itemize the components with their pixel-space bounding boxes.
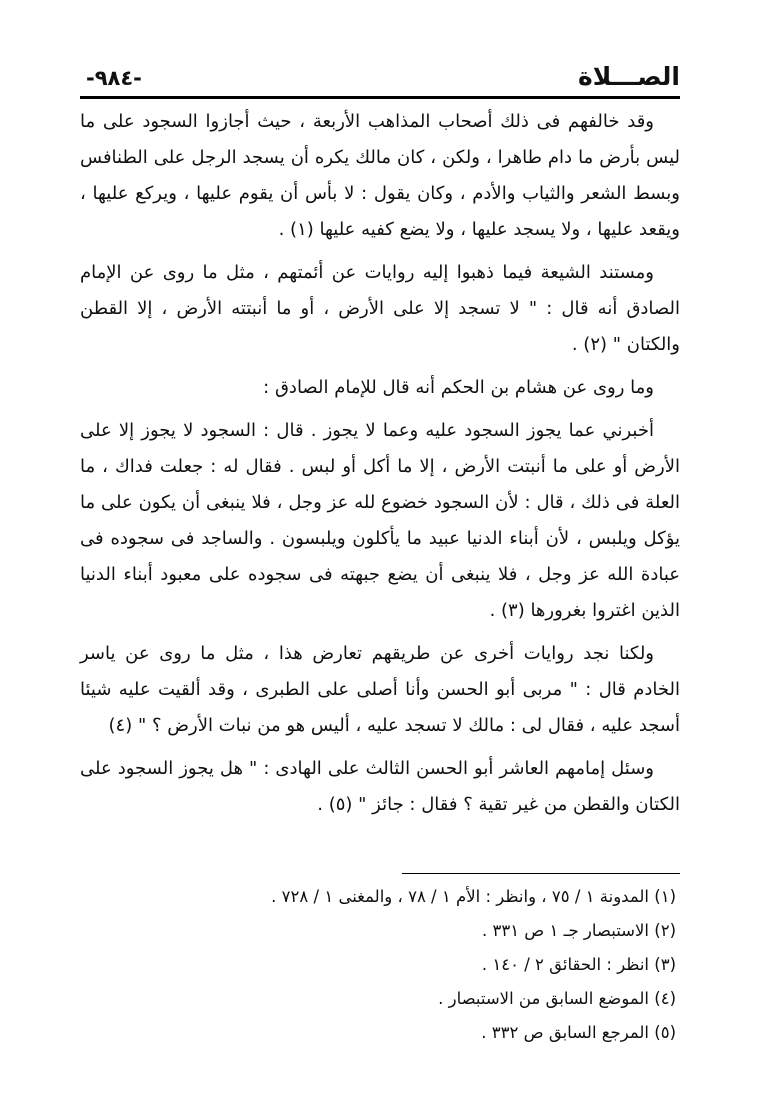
paragraph: ولكنا نجد روايات أخرى عن طريقهم تعارض هذا ، مثل ما روى عن ياسر الخادم قال : " مربى أبو الحسن وأنا أصلى على الطبرى ، وقد ألقيت عليه شيئا أسجد عليه ، فقال لى : مالك لا تسجد عليه ، أليس هو من نبات الأرض ؟ " (٤) <box>80 643 680 736</box>
main-text <box>80 104 680 830</box>
footnote: (٥) المرجع السابق ص ٣٣٢ . <box>481 1023 676 1042</box>
page-title: الصـــلاة <box>578 62 680 91</box>
paragraph: وسئل إمامهم العاشر أبو الحسن الثالث على الهادى : " هل يجوز السجود على الكتان والقطن من غير تقية ؟ فقال : جائز " (٥) . <box>80 758 680 815</box>
paragraph: أخبرني عما يجوز السجود عليه وعما لا يجوز . قال : السجود لا يجوز إلا على الأرض أو على ما أنبتت الأرض ، إلا ما أكل أو لبس . فقال له : جعلت فداك ، ما العلة فى ذلك ، قال : لأن السجود خضوع لله عز وجل ، فلا ينبغى أن يكون على ما يؤكل ويلبس ، لأن أبناء الدنيا عبيد ما يأكلون ويلبسون . والساجد فى سجوده فى عبادة الله عز وجل ، فلا ينبغى أن يضع جبهته فى سجوده على معبود أبناء الدنيا الذين اغتروا بغرورها (٣) . <box>80 420 680 621</box>
paragraph: ومستند الشيعة فيما ذهبوا إليه روايات عن أئمتهم ، مثل ما روى عن الإمام الصادق أنه قال : " لا تسجد إلا على الأرض ، أو ما أنبتته الأرض ، إلا القطن والكتان " (٢) . <box>80 262 680 355</box>
footnote: (٢) الاستبصار جـ ١ ص ٣٣١ . <box>481 921 676 940</box>
page-number: -٩٨٤- <box>86 66 142 90</box>
footnote-rule <box>402 873 680 874</box>
page-header <box>80 60 680 96</box>
header-rule <box>80 96 680 99</box>
footnote: (٤) الموضع السابق من الاستبصار . <box>438 989 676 1008</box>
footnotes <box>80 880 676 1050</box>
paragraph: وما روى عن هشام بن الحكم أنه قال للإمام الصادق : <box>263 377 654 398</box>
paragraph: وقد خالفهم فى ذلك أصحاب المذاهب الأربعة ، حيث أجازوا السجود على ما ليس بأرض ما دام طاهرا ، ولكن ، كان مالك يكره أن يسجد الرجل على الطنافس وبسط الشعر والثياب والأدم ، وكان يقول : لا بأس أن يقوم عليها ، ويركع عليها ، ويقعد عليها ، ولا يسجد عليها ، ولا يضع كفيه عليها (١) . <box>80 111 680 240</box>
footnote: (٣) انظر : الحقائق ٢ / ١٤٠ . <box>481 955 676 974</box>
footnote: (١) المدونة ١ / ٧٥ ، وانظر : الأم ١ / ٧٨ ، والمغنى ١ / ٧٢٨ . <box>271 887 676 906</box>
